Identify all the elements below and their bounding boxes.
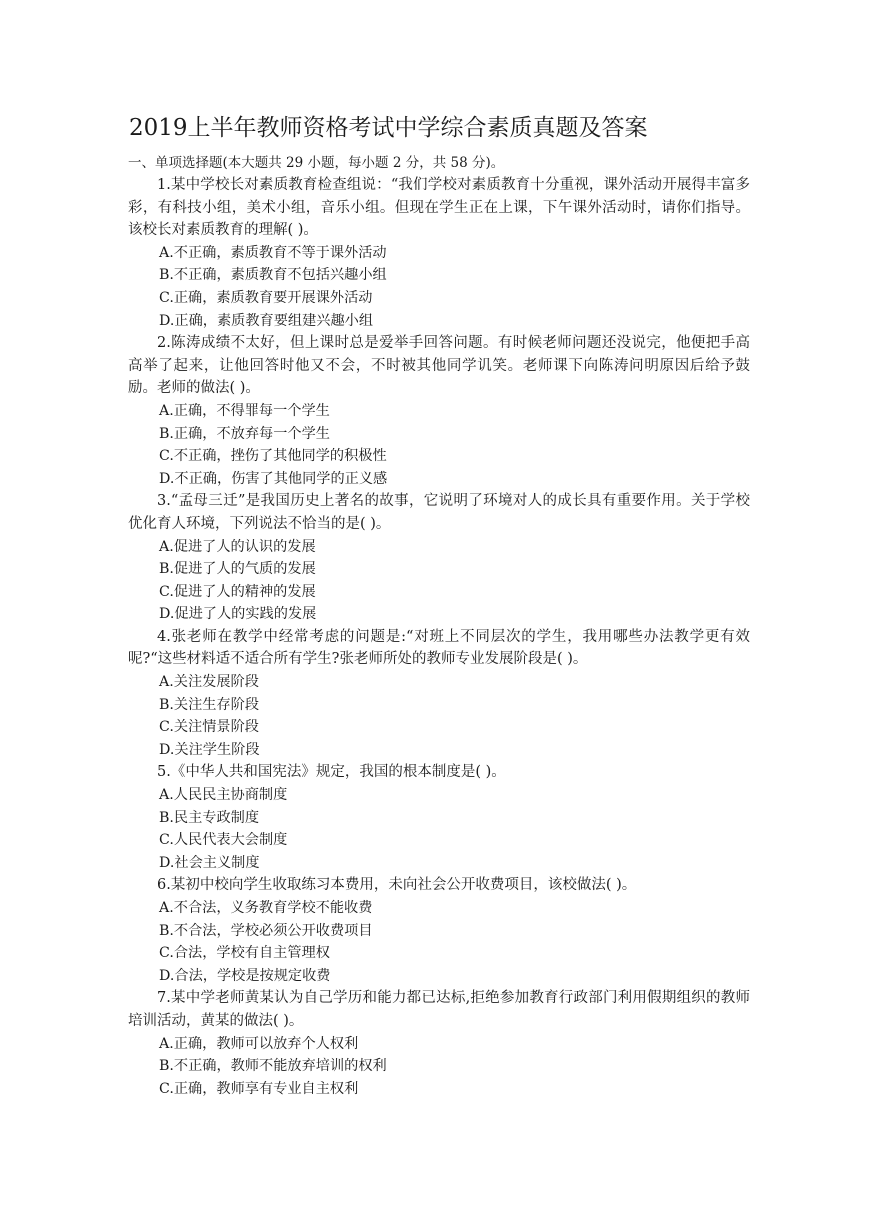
- option-c: C.人民代表大会制度: [159, 832, 288, 849]
- question-stem: 4.张老师在教学中经常考虑的问题是:“对班上不同层次的学生，我用哪些办法教学更有效呢?“这些材料适不适合所有学生?张老师所处的教师专业发展阶段是( )。: [128, 628, 750, 668]
- option-b: B.不正确，素质教育不包括兴趣小组: [159, 267, 387, 284]
- option-b: B.不合法，学校必须公开收费项目: [159, 922, 373, 939]
- option-d: D.不正确，伤害了其他同学的正义感: [159, 470, 388, 487]
- question-6: [128, 874, 750, 987]
- option-a: A.关注发展阶段: [159, 674, 259, 691]
- option-b: B.不正确，教师不能放弃培训的权利: [159, 1058, 387, 1075]
- option-d: D.关注学生阶段: [159, 741, 260, 758]
- option-d: D.合法，学校是按规定收费: [159, 967, 331, 984]
- option-c: C.合法，学校有自主管理权: [159, 945, 330, 962]
- option-b: B.关注生存阶段: [159, 696, 260, 713]
- option-b: B.促进了人的气质的发展: [159, 561, 316, 578]
- option-c: C.关注情景阶段: [159, 719, 259, 736]
- option-a: A.正确，不得罪每一个学生: [159, 402, 330, 419]
- question-stem: 1.某中学校长对素质教育检查组说：“我们学校对素质教育十分重视，课外活动开展得丰富多彩，有科技小组，美术小组，音乐小组。但现在学生正在上课，下午课外活动时，请你们指导。该校长对素质教育的理解( )。: [128, 177, 750, 239]
- question-3: [128, 490, 750, 626]
- question-stem: 6.某初中校向学生收取练习本费用，未向社会公开收费项目，该校做法( )。: [157, 877, 637, 894]
- option-a: A.人民民主协商制度: [159, 787, 288, 804]
- question-1: [128, 174, 750, 332]
- question-2: [128, 332, 750, 490]
- question-7: [128, 987, 750, 1100]
- question-stem: 7.某中学老师黄某认为自己学历和能力都已达标,拒绝参加教育行政部门利用假期组织的教师培训活动，黄某的做法( )。: [128, 990, 750, 1029]
- document-title: 2019上半年教师资格考试中学综合素质真题及答案: [129, 115, 648, 141]
- option-c: C.正确，教师享有专业自主权利: [159, 1080, 359, 1097]
- option-a: A.不合法，义务教育学校不能收费: [159, 900, 373, 916]
- question-stem: 5.《中华人共和国宪法》规定，我国的根本制度是( )。: [157, 764, 506, 781]
- option-c: C.正确，素质教育要开展课外活动: [159, 289, 373, 306]
- question-4: [128, 626, 750, 762]
- question-stem: 3.“孟母三迁”是我国历史上著名的故事，它说明了环境对人的成长具有重要作用。关于学校优化育人环境，下列说法不恰当的是( )。: [128, 493, 750, 532]
- option-a: A.促进了人的认识的发展: [159, 538, 316, 555]
- section-heading: 一、单项选择题(本大题共 29 小题，每小题 2 分，共 58 分)。: [128, 155, 505, 171]
- question-5: [128, 761, 750, 874]
- question-stem: 2.陈涛成绩不太好，但上课时总是爱举手回答问题。有时候老师问题还没说完，他便把手高高举了起来，让他回答时他又不会，不时被其他同学讥笑。老师课下向陈涛问明原因后给予鼓励。老师的做法( )。: [128, 335, 750, 397]
- option-c: C.不正确，挫伤了其他同学的积极性: [159, 448, 387, 465]
- option-d: D.社会主义制度: [159, 854, 260, 871]
- option-b: B.正确，不放弃每一个学生: [159, 425, 330, 442]
- option-d: D.正确，素质教育要组建兴趣小组: [159, 312, 374, 329]
- question-list: [128, 174, 750, 1100]
- option-b: B.民主专政制度: [159, 809, 260, 826]
- option-d: D.促进了人的实践的发展: [159, 606, 317, 623]
- option-a: A.不正确，素质教育不等于课外活动: [159, 244, 387, 261]
- option-c: C.促进了人的精神的发展: [159, 583, 316, 600]
- option-a: A.正确，教师可以放弃个人权利: [159, 1035, 359, 1052]
